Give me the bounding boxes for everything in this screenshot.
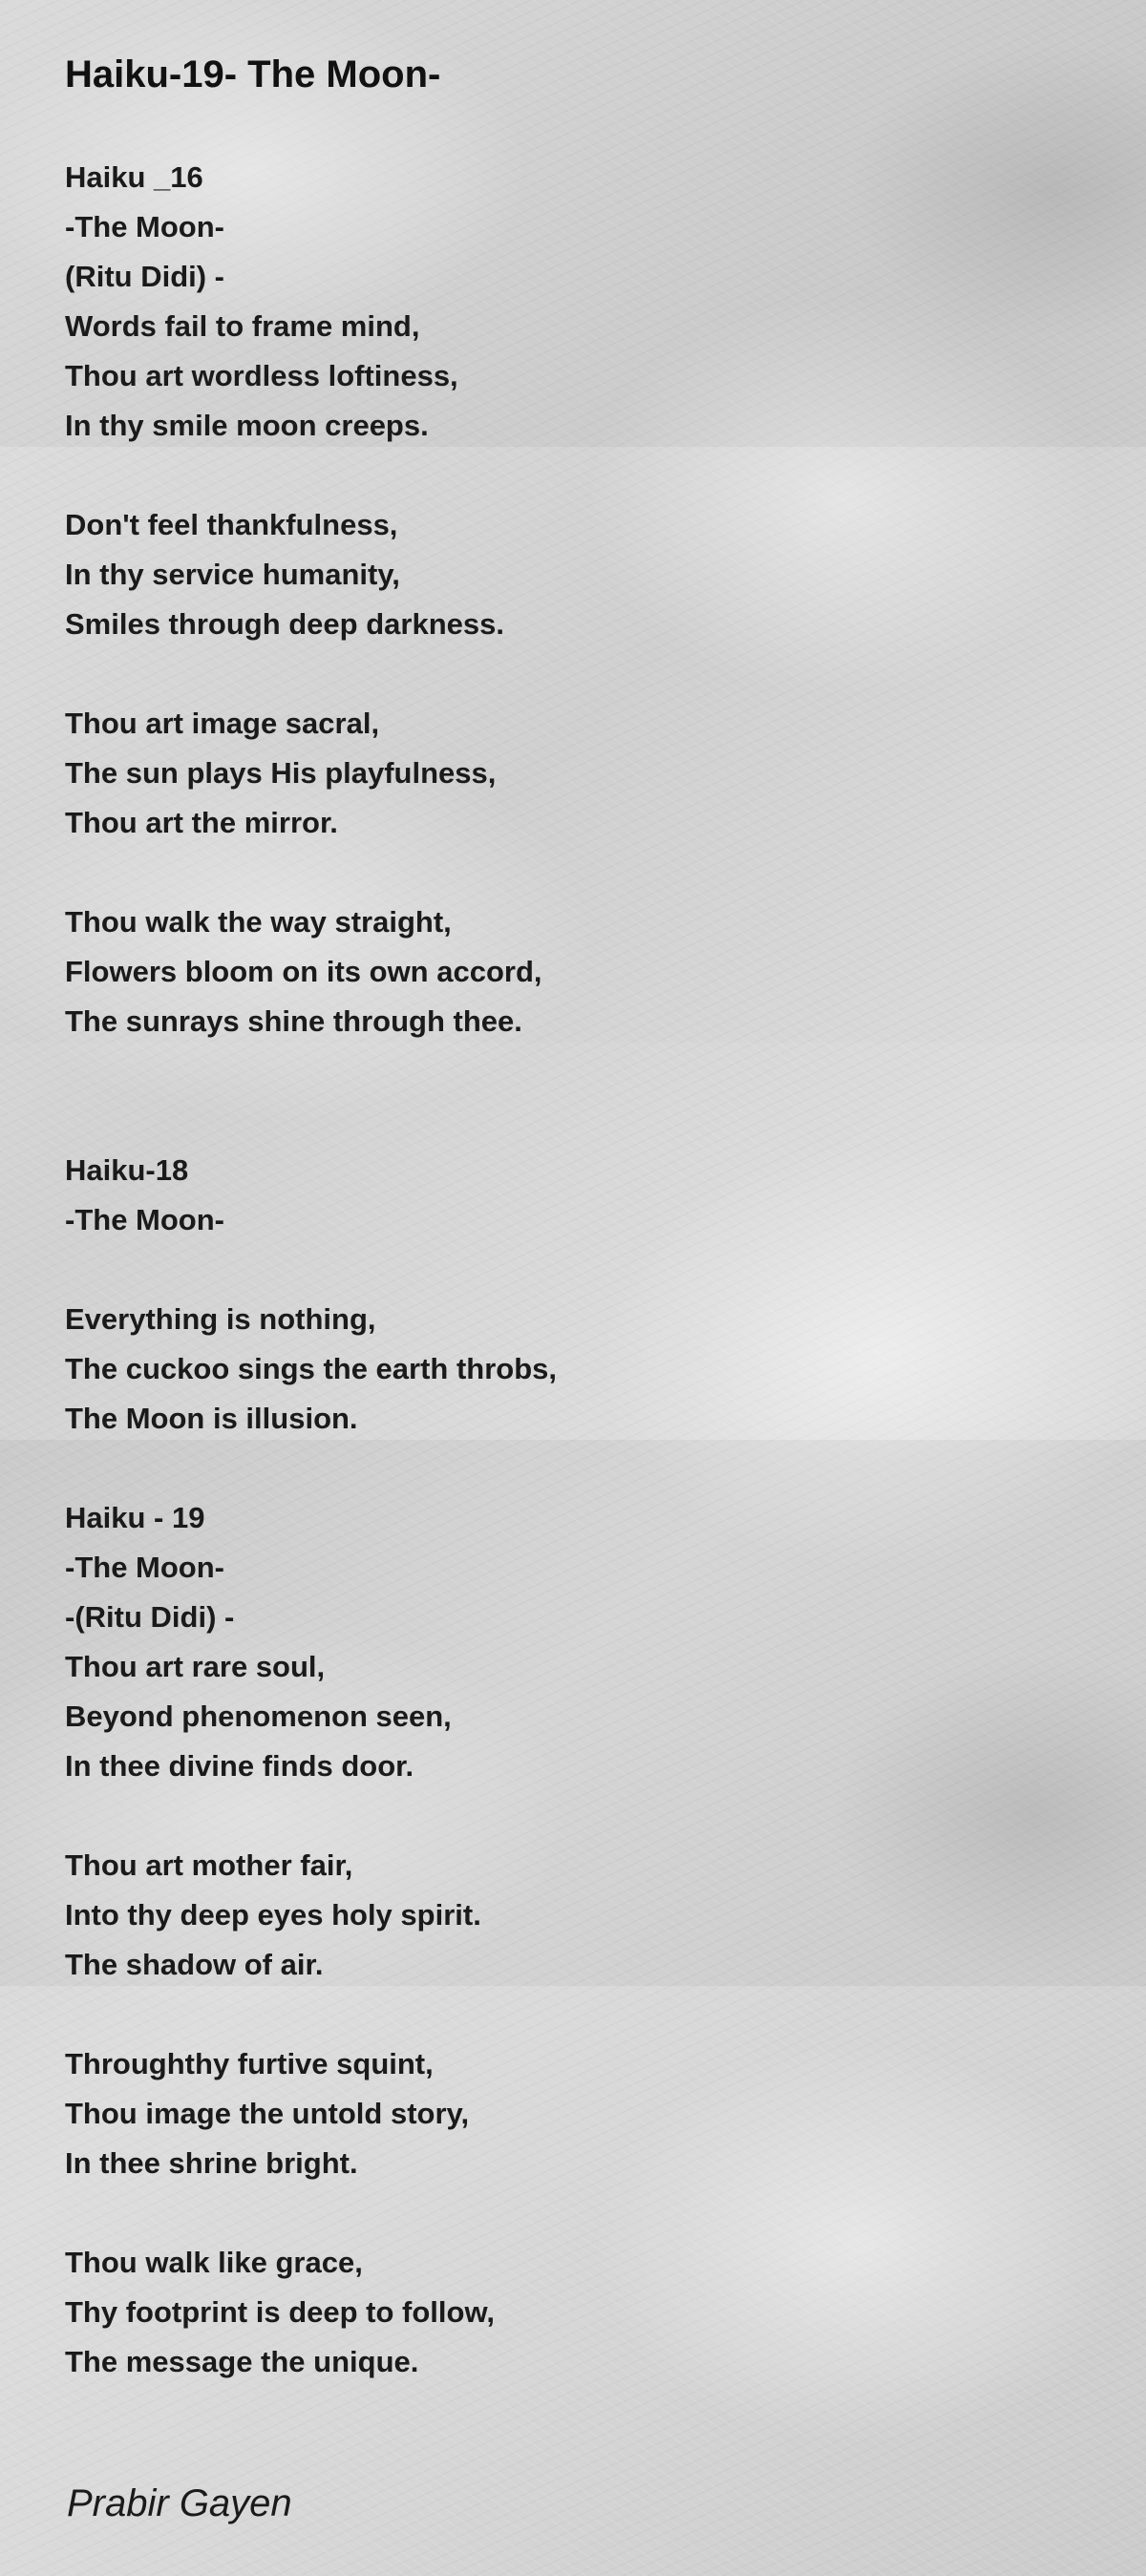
poem-line: [65, 1990, 1096, 2039]
poem-line: Beyond phenomenon seen,: [65, 1700, 452, 1733]
poem-line: [65, 1046, 1096, 1096]
poem-line: Thou image the untold story,: [65, 2097, 470, 2130]
poem-line: -The Moon-: [65, 210, 225, 243]
poem-line: [65, 1791, 1096, 1841]
poem-line: Haiku-18: [65, 1153, 189, 1187]
poem-line: [65, 1096, 1096, 1146]
poem-line: -(Ritu Didi) -: [65, 1600, 235, 1634]
poem-line: Thou walk the way straight,: [65, 905, 452, 939]
author-name: Prabir Gayen: [67, 2482, 292, 2524]
poem-line: Words fail to frame mind,: [65, 309, 420, 343]
poem-line: In thy service humanity,: [65, 558, 400, 591]
poem-line: [65, 848, 1096, 897]
poem-line: [65, 1444, 1096, 1493]
poem-line: [65, 649, 1096, 699]
poem-line: [65, 1245, 1096, 1295]
poem-line: In thy smile moon creeps.: [65, 409, 429, 442]
poem-line: Haiku - 19: [65, 1501, 205, 1534]
poem-line: The shadow of air.: [65, 1948, 324, 1981]
poem-line: In thee shrine bright.: [65, 2146, 358, 2180]
poem-line: Thou art mother fair,: [65, 1848, 353, 1882]
poem-page: [65, 46, 1096, 2387]
poem-line: [65, 451, 1096, 500]
poem-line: Throughthy furtive squint,: [65, 2047, 434, 2080]
poem-line: Into thy deep eyes holy spirit.: [65, 1898, 481, 1932]
poem-line: Flowers bloom on its own accord,: [65, 955, 542, 988]
poem-line: The sun plays His playfulness,: [65, 756, 497, 790]
poem-line: The cuckoo sings the earth throbs,: [65, 1352, 558, 1385]
poem-line: -The Moon-: [65, 1203, 225, 1236]
poem-line: Thou walk like grace,: [65, 2246, 363, 2279]
poem-body: [65, 153, 1096, 2387]
poem-line: [65, 2188, 1096, 2238]
poem-line: The message the unique.: [65, 2345, 419, 2378]
poem-line: In thee divine finds door.: [65, 1749, 414, 1783]
poem-line: Everything is nothing,: [65, 1302, 376, 1336]
poem-line: Don't feel thankfulness,: [65, 508, 398, 541]
poem-line: Thou art the mirror.: [65, 806, 338, 839]
poem-line: The sunrays shine through thee.: [65, 1004, 522, 1038]
poem-line: -The Moon-: [65, 1551, 225, 1584]
poem-title: Haiku-19- The Moon-: [65, 53, 441, 95]
poem-line: The Moon is illusion.: [65, 1402, 358, 1435]
poem-line: Thy footprint is deep to follow,: [65, 2295, 496, 2329]
poem-line: Thou art image sacral,: [65, 707, 380, 740]
poem-line: Thou art rare soul,: [65, 1650, 326, 1683]
poem-line: Haiku _16: [65, 160, 203, 194]
poem-line: Smiles through deep darkness.: [65, 607, 504, 641]
poem-line: Thou art wordless loftiness,: [65, 359, 458, 392]
poem-line: (Ritu Didi) -: [65, 260, 225, 293]
